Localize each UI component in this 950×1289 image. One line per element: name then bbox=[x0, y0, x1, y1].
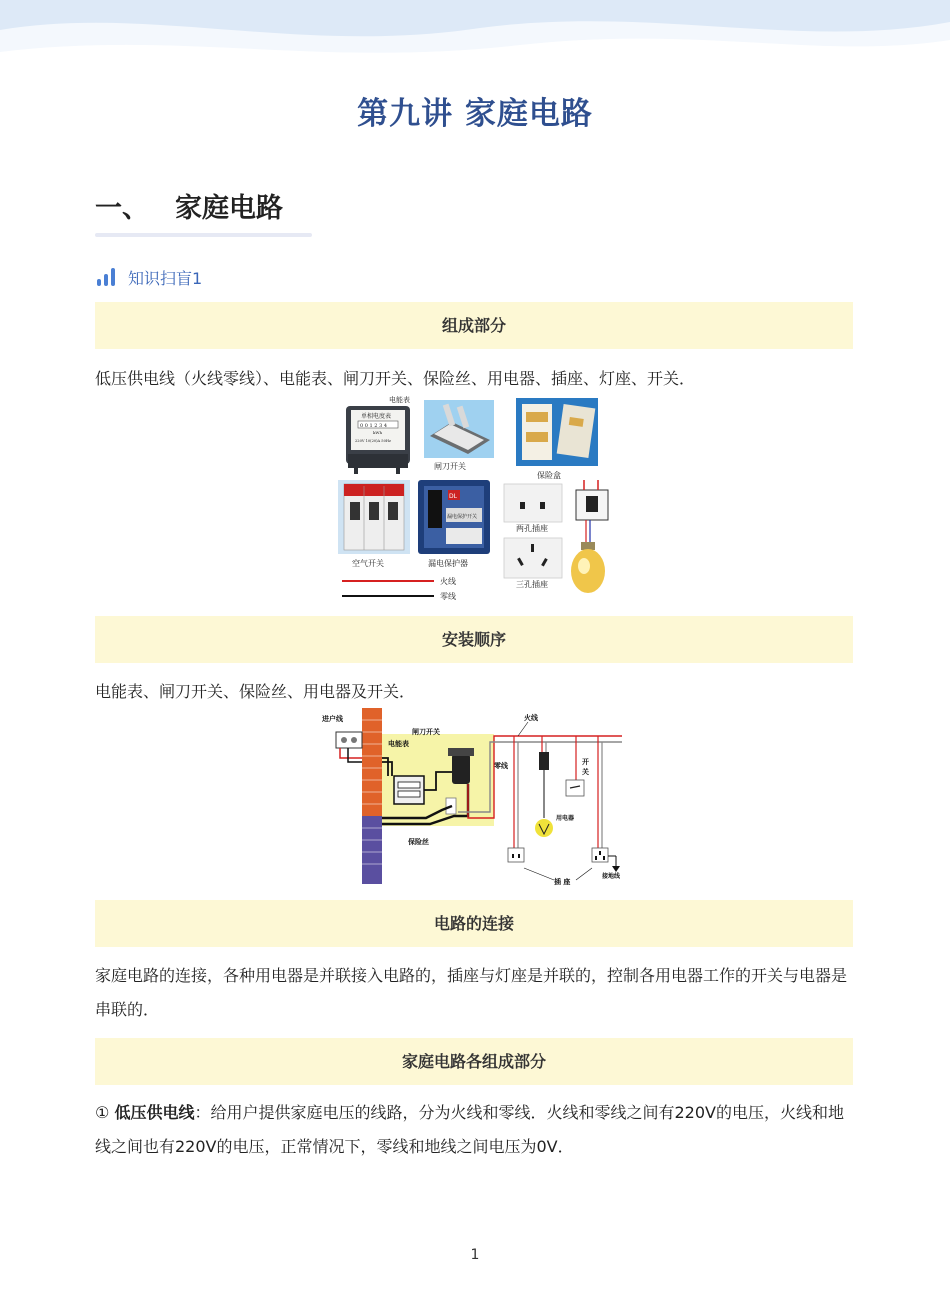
knowledge-scan-label bbox=[96, 266, 202, 288]
leakage-badge: DL bbox=[449, 493, 457, 500]
wall-switch-symbol bbox=[566, 757, 589, 796]
brick-wall bbox=[362, 708, 382, 884]
scan-label-text: 知识扫盲1 bbox=[128, 268, 203, 288]
components-paragraph: 低压供电线（火线零线）、电能表、闸刀开关、保险丝、用电器、插座、灯座、开关． bbox=[95, 369, 696, 388]
knife-switch-caption: 闸刀开关 bbox=[434, 462, 466, 471]
parts-text: ：给用户提供家庭电压的线路，分为火线和零线．火线和零线之间有220V的电压，火线和地线之间也有220V的电压，正常情况下，零线和地线之间电压为0V． bbox=[95, 1103, 844, 1156]
switch-and-bulb-image bbox=[571, 480, 608, 593]
electric-meter-image bbox=[346, 396, 410, 474]
service-line-label: 进户线 bbox=[322, 715, 343, 723]
page-number: 1 bbox=[470, 1247, 480, 1263]
connection-paragraph: 家庭电路的连接，各种用电器是并联接入电路的，插座与灯座是并联的，控制各用电器工作的开关与电器是串联的． bbox=[95, 966, 848, 1019]
wire-legend bbox=[342, 576, 456, 601]
section-number: 一、 bbox=[95, 193, 149, 224]
knife-switch-image bbox=[424, 400, 494, 471]
parts-marker: ① bbox=[95, 1103, 110, 1122]
header-wave-decoration bbox=[0, 0, 950, 70]
air-switch-caption: 空气开关 bbox=[352, 559, 384, 568]
order-heading-bar: 安装顺序 bbox=[95, 616, 853, 663]
wiring-diagram bbox=[318, 706, 628, 886]
leakage-panel-text: 漏电保护开关 bbox=[447, 514, 478, 520]
section-heading bbox=[95, 186, 283, 225]
fuse-label: 保险丝 bbox=[408, 838, 429, 846]
meter-title: 单相电度表 bbox=[361, 413, 392, 420]
legend-neutral-label: 零线 bbox=[440, 592, 456, 601]
meter-symbol bbox=[394, 776, 424, 804]
document-title: 第九讲 家庭电路 bbox=[357, 96, 593, 132]
leakage-protector-caption: 漏电保护器 bbox=[428, 559, 468, 568]
three-hole-caption: 三孔插座 bbox=[516, 580, 548, 589]
parts-paragraph bbox=[95, 1096, 855, 1164]
meter-spec: 220V 10(20)A 50Hz bbox=[355, 439, 391, 443]
appliance-label: 用电器 bbox=[556, 815, 575, 822]
switch-char-2: 关 bbox=[582, 768, 589, 776]
live-label: 火线 bbox=[524, 714, 538, 722]
meter-digits: 0 0 1 2 3 4 bbox=[360, 423, 388, 429]
neutral-label: 零线 bbox=[494, 762, 508, 770]
fuse-box-image bbox=[516, 398, 598, 480]
fuse-box-caption: 保险盒 bbox=[537, 471, 561, 480]
signal-bars-icon bbox=[96, 267, 118, 287]
parts-term: 低压供电线 bbox=[114, 1103, 195, 1122]
knife-switch-symbol bbox=[452, 754, 470, 784]
section-title: 家庭电路 bbox=[175, 193, 283, 224]
two-hole-caption: 两孔插座 bbox=[516, 524, 548, 533]
order-paragraph: 电能表、闸刀开关、保险丝、用电器及开关． bbox=[95, 682, 416, 701]
ground-label: 接地线 bbox=[602, 873, 621, 880]
socket-symbols bbox=[508, 848, 621, 886]
legend-live-label: 火线 bbox=[440, 577, 456, 586]
air-switch-image bbox=[338, 480, 410, 568]
meter-caption: 电能表 bbox=[389, 396, 410, 404]
three-hole-socket-image bbox=[504, 538, 562, 589]
connection-heading-bar: 电路的连接 bbox=[95, 900, 853, 947]
knife-switch-label: 闸刀开关 bbox=[412, 728, 440, 736]
section-underline bbox=[95, 233, 312, 237]
parts-heading-bar: 家庭电路各组成部分 bbox=[95, 1038, 853, 1085]
two-hole-socket-image bbox=[504, 484, 562, 533]
switch-char-1: 开 bbox=[582, 758, 589, 766]
meter-unit: kWh bbox=[373, 430, 383, 435]
components-figure bbox=[336, 396, 616, 606]
meter-label: 电能表 bbox=[388, 740, 409, 748]
components-heading-bar: 组成部分 bbox=[95, 302, 853, 349]
socket-label: 插 座 bbox=[554, 878, 571, 886]
leakage-protector-image bbox=[418, 480, 490, 568]
